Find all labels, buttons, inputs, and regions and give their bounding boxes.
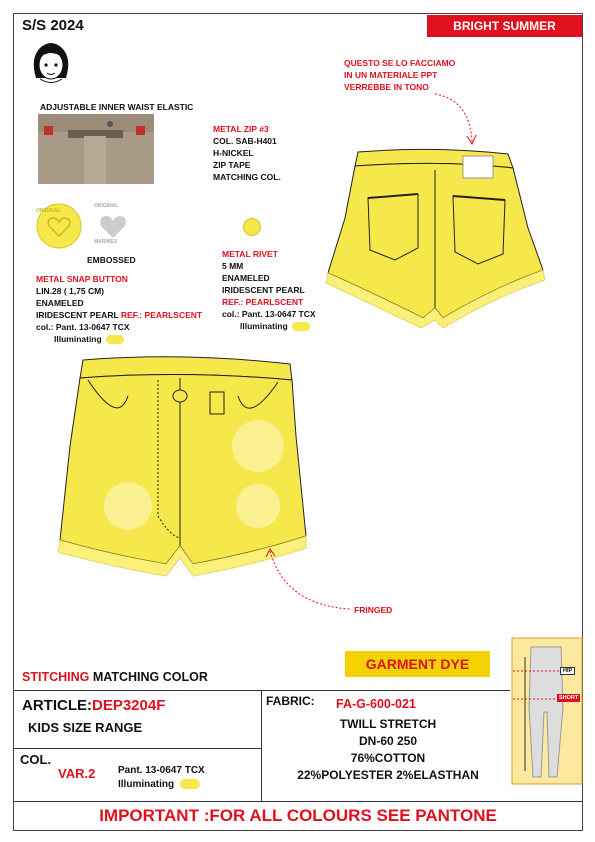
fringed-label: FRINGED <box>354 605 393 615</box>
ppt-material-note: QUESTO SE LO FACCIAMO IN UN MATERIALE PPT VERREBBE IN TONO <box>344 58 456 92</box>
col-label: COL. <box>20 752 52 767</box>
metal-zip-spec: METAL ZIP #3 COL. SAB-H401 H-NICKEL ZIP TAPE MATCHING COL. <box>213 124 281 182</box>
metal-snap-spec: METAL SNAP BUTTON LIN.28 ( 1,75 CM) ENAMELED IRIDESCENT PEARL REF.: PEARLSCENT col.: Pant. 13-0647 TCX Illuminating <box>36 274 203 344</box>
collection-banner: BRIGHT SUMMER <box>427 15 582 37</box>
season-label: S/S 2024 <box>22 17 84 34</box>
important-pantone-note: IMPORTANT :FOR ALL COLOURS SEE PANTONE <box>99 806 497 825</box>
size-chart-figure <box>511 637 583 785</box>
logo-text-grey-bottom: MARINES <box>94 239 118 245</box>
fabric-code: FA-G-600-021 <box>336 697 416 711</box>
fringed-arrow <box>265 545 355 620</box>
col-color-chip <box>180 779 200 789</box>
ppt-arrow <box>430 90 480 150</box>
size-range: KIDS SIZE RANGE <box>28 720 143 735</box>
hip-label: HIP <box>560 667 575 675</box>
shorts-back-view <box>323 148 553 333</box>
embossed-label: EMBOSSED <box>87 255 136 265</box>
article-line: ARTICLE:DEP3204F <box>22 697 166 714</box>
logo-text-grey: ORIGINAL <box>94 203 119 209</box>
waist-elastic-note: ADJUSTABLE INNER WAIST ELASTIC <box>40 102 194 112</box>
table-divider <box>261 690 262 801</box>
stitching-note: STITCHING MATCHING COLOR <box>22 670 208 684</box>
rivet-swatch <box>243 218 261 236</box>
fabric-label: FABRIC: <box>266 694 315 708</box>
brand-face-icon <box>28 38 74 88</box>
table-mid-rule <box>14 748 261 749</box>
snap-color-chip <box>106 335 124 344</box>
fabric-composition: TWILL STRETCH DN-60 250 76%COTTON 22%POLYESTER 2%ELASTHAN <box>297 717 479 782</box>
waist-elastic-photo <box>38 114 154 184</box>
col-pantone: Pant. 13-0647 TCX Illuminating <box>118 765 205 790</box>
table-bottom-rule <box>14 801 582 802</box>
table-top-rule <box>14 690 510 691</box>
rivet-color-chip <box>292 322 310 331</box>
garment-dye-label: GARMENT DYE <box>345 651 490 677</box>
short-label: SHORT <box>559 695 579 701</box>
variant-label: VAR.2 <box>58 766 96 781</box>
metal-rivet-spec: METAL RIVET 5 MM ENAMELED IRIDESCENT PEARL REF.: PEARLSCENT col.: Pant. 13-0647 TCX Illuminating <box>222 249 316 331</box>
logo-text-yellow: ORIGINAL <box>36 208 61 214</box>
